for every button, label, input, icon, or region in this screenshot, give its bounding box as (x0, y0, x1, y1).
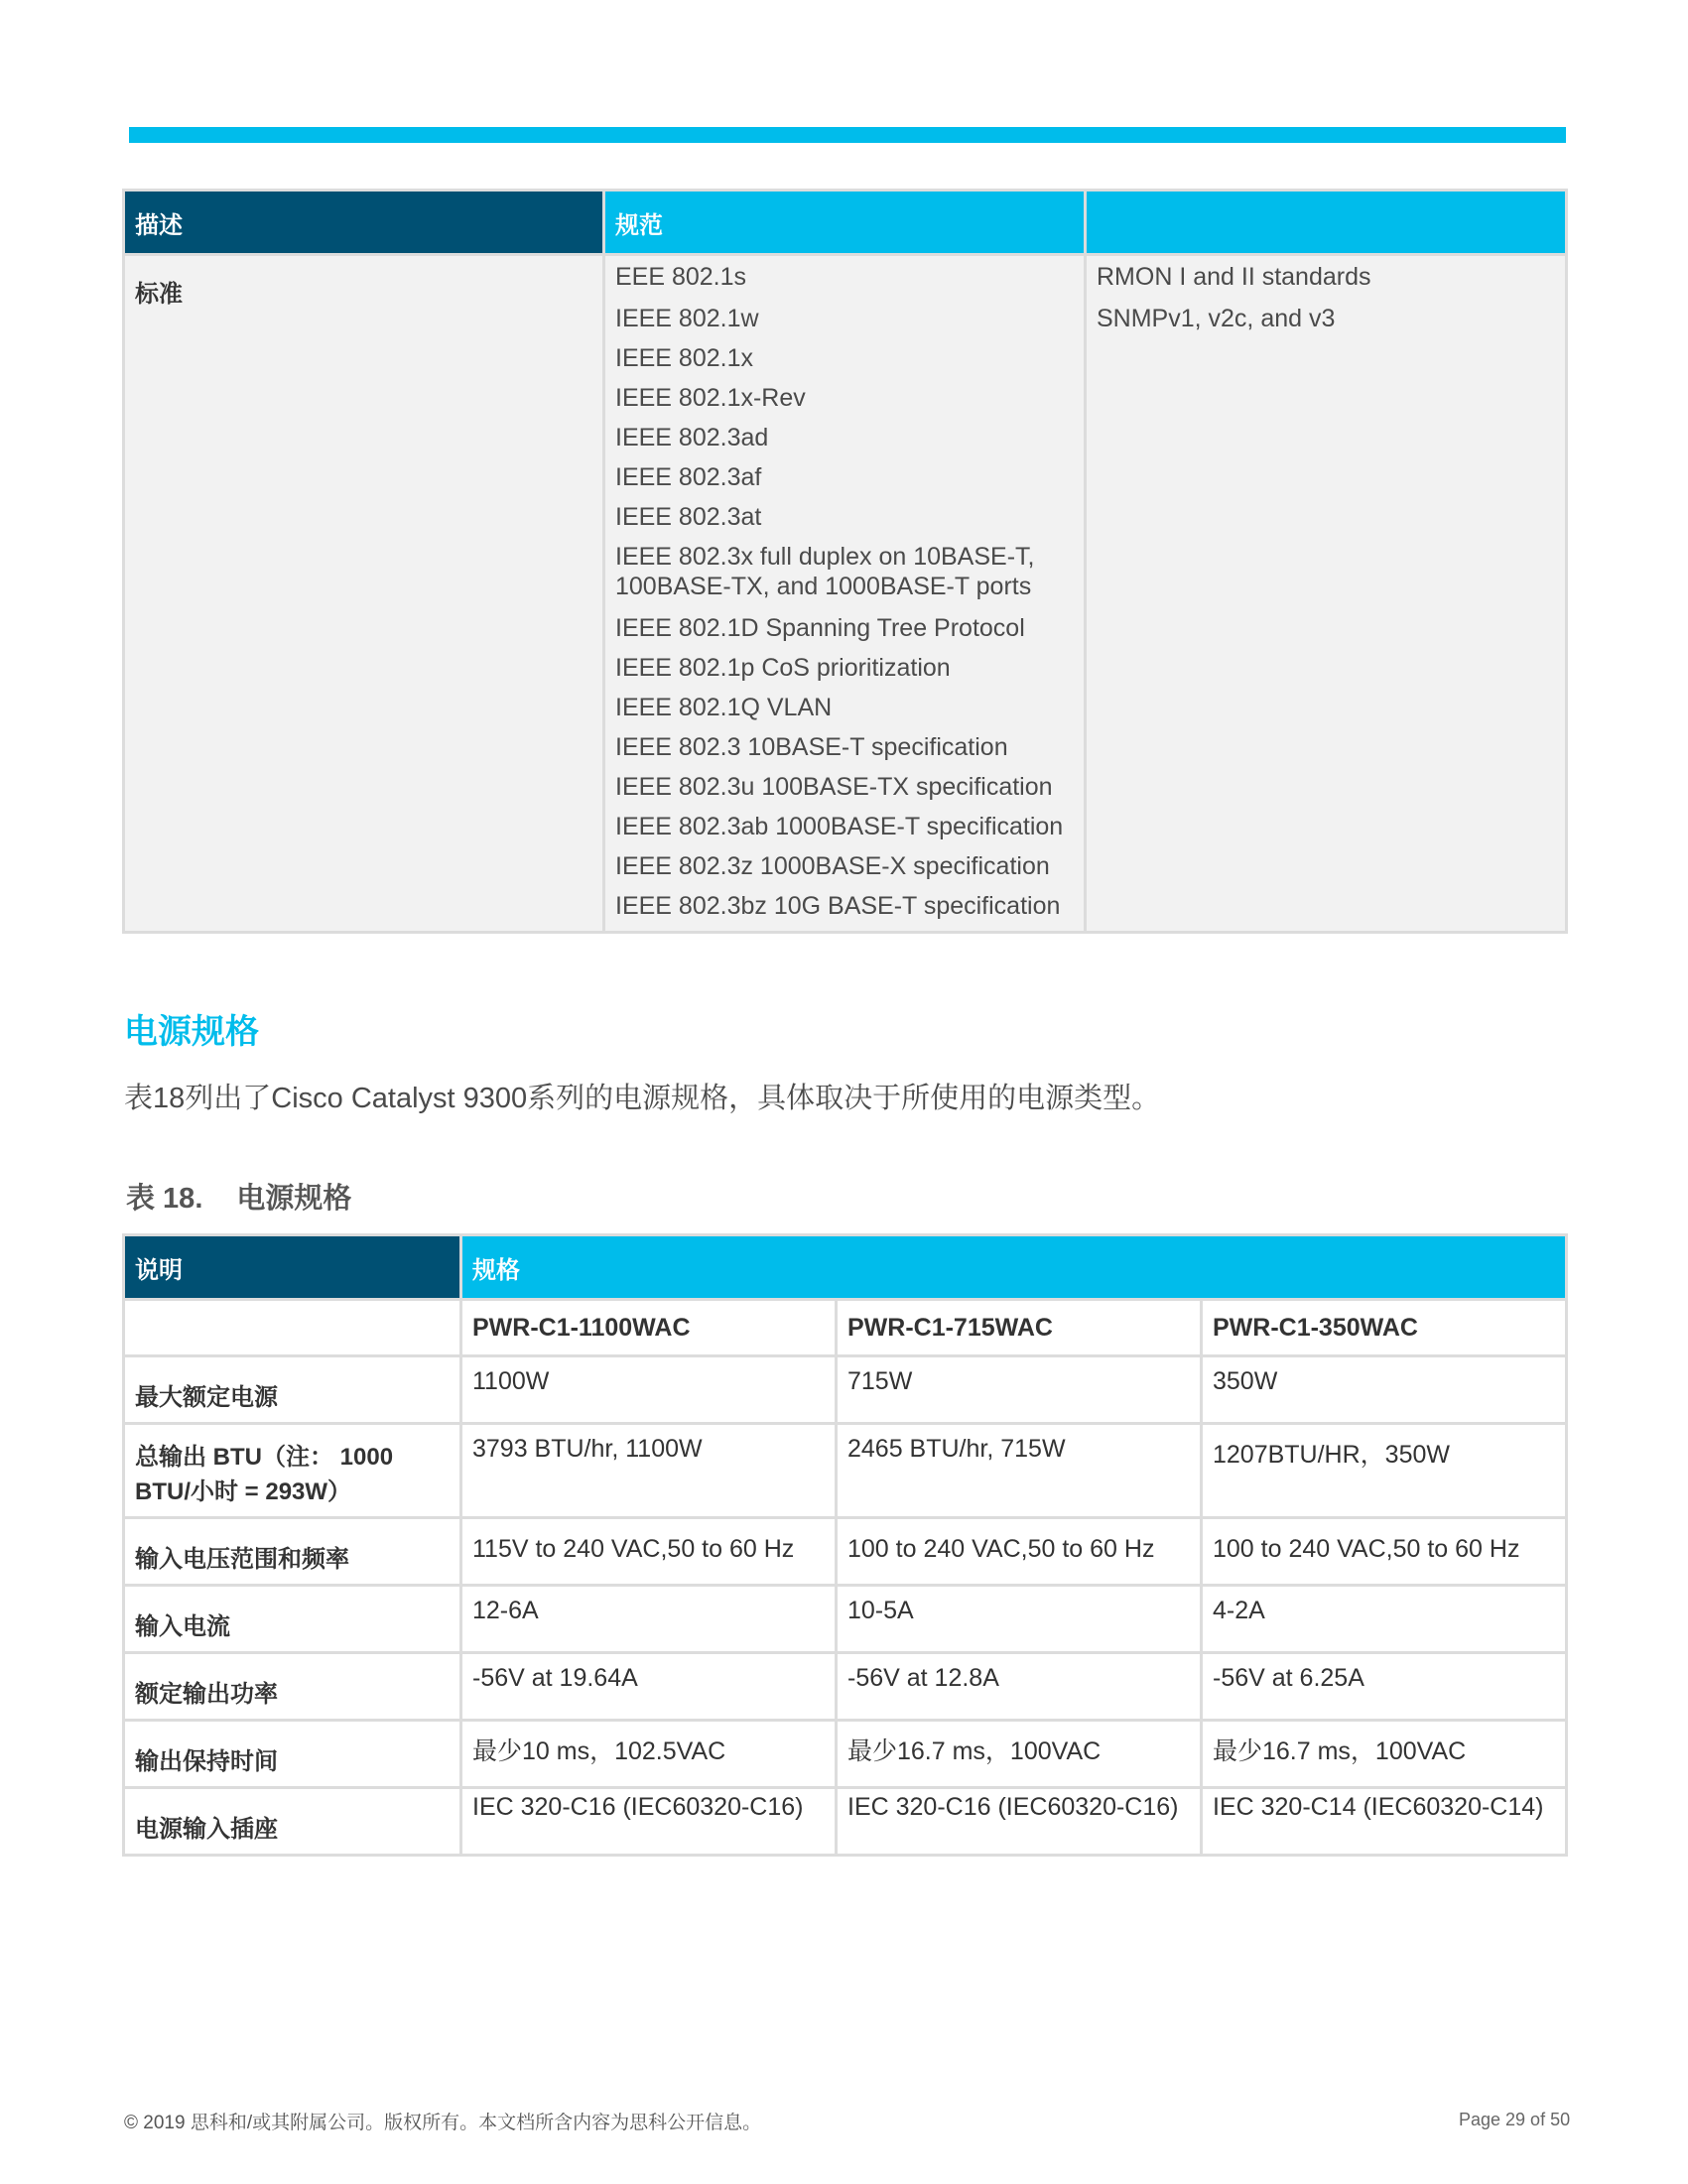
table-row (124, 1518, 1567, 1586)
table-cell: 4-2A (1202, 1586, 1567, 1653)
list-item: IEEE 802.1p CoS prioritization (615, 654, 951, 682)
table-cell: IEC 320-C16 (IEC60320-C16) (837, 1788, 1202, 1856)
section-heading: 电源规格 (124, 1013, 259, 1051)
row-label: 电源输入插座 (124, 1788, 461, 1856)
table-row (124, 1300, 1567, 1356)
model-name: PWR-C1-715WAC (837, 1300, 1202, 1356)
list-item: IEEE 802.1D Spanning Tree Protocol (615, 614, 1025, 642)
table-cell: 12-6A (461, 1586, 837, 1653)
list-item: IEEE 802.1x (615, 344, 753, 372)
table-caption-number: 表 18. (126, 1183, 203, 1215)
table-cell: IEC 320-C16 (IEC60320-C16) (461, 1788, 837, 1856)
header-blank (1086, 191, 1567, 255)
table-cell: 115V to 240 VAC,50 to 60 Hz (461, 1518, 837, 1586)
table-row (124, 255, 1567, 933)
row-label: 输入电压范围和频率 (124, 1518, 461, 1586)
list-item: IEEE 802.3bz 10G BASE-T specification (615, 892, 1061, 920)
footer-copyright: © 2019 思科和/或其附属公司。版权所有。本文档所含内容为思科公开信息。 (124, 2113, 762, 2133)
table-cell: 100 to 240 VAC,50 to 60 Hz (837, 1518, 1202, 1586)
list-item: IEEE 802.3ab 1000BASE-T specification (615, 813, 1064, 840)
table-row (124, 1788, 1567, 1856)
table-cell: -56V at 6.25A (1202, 1653, 1567, 1721)
list-item: SNMPv1, v2c, and v3 (1097, 305, 1336, 332)
header-description: 说明 (124, 1235, 461, 1300)
table-cell: 最少16.7 ms，100VAC (1202, 1721, 1567, 1788)
table-cell: -56V at 19.64A (461, 1653, 837, 1721)
table-row (124, 1424, 1567, 1518)
row-label: 输出保持时间 (124, 1721, 461, 1788)
row-label: 额定输出功率 (124, 1653, 461, 1721)
table-cell: 10-5A (837, 1586, 1202, 1653)
list-item: RMON I and II standards (1097, 263, 1371, 291)
header-description: 描述 (124, 191, 604, 255)
header-specification: 规格 (461, 1235, 1567, 1300)
list-item: IEEE 802.3af (615, 463, 762, 491)
standards-table (122, 189, 1568, 934)
table-cell: 350W (1202, 1356, 1567, 1424)
list-item: IEEE 802.1x-Rev (615, 384, 806, 412)
table-row (124, 1356, 1567, 1424)
table-row (124, 1586, 1567, 1653)
standards-list-snmp (1086, 255, 1567, 933)
model-name: PWR-C1-1100WAC (461, 1300, 837, 1356)
row-label: 最大额定电源 (124, 1356, 461, 1424)
list-item: IEEE 802.3z 1000BASE-X specification (615, 852, 1050, 880)
list-item: IEEE 802.3x full duplex on 10BASE-T, (615, 543, 1035, 571)
table-row (124, 1721, 1567, 1788)
table-cell: 最少10 ms，102.5VAC (461, 1721, 837, 1788)
table-cell: 1207BTU/HR，350W (1202, 1424, 1567, 1518)
model-row-blank (124, 1300, 461, 1356)
table-row (124, 1653, 1567, 1721)
list-item: IEEE 802.1w (615, 305, 759, 332)
table-caption-title: 电源规格 (236, 1183, 352, 1215)
footer-page-number: Page 29 of 50 (1459, 2110, 1571, 2129)
table-cell: 100 to 240 VAC,50 to 60 Hz (1202, 1518, 1567, 1586)
standards-table-header (124, 191, 1567, 255)
table-cell: 最少16.7 ms，100VAC (837, 1721, 1202, 1788)
row-label: 输入电流 (124, 1586, 461, 1653)
table-cell: 2465 BTU/hr, 715W (837, 1424, 1202, 1518)
model-name: PWR-C1-350WAC (1202, 1300, 1567, 1356)
table-cell: 715W (837, 1356, 1202, 1424)
row-label: 总输出 BTU（注： 1000 BTU/小时 = 293W） (124, 1424, 461, 1518)
table-cell: IEC 320-C14 (IEC60320-C14) (1202, 1788, 1567, 1856)
list-item: EEE 802.1s (615, 263, 747, 291)
table-caption (126, 1176, 351, 1217)
table-cell: 3793 BTU/hr, 1100W (461, 1424, 837, 1518)
table-cell: -56V at 12.8A (837, 1653, 1202, 1721)
list-item: IEEE 802.3at (615, 503, 762, 531)
list-item: IEEE 802.1Q VLAN (615, 694, 833, 721)
power-spec-table (122, 1233, 1568, 1857)
list-item: 100BASE-TX, and 1000BASE-T ports (615, 573, 1032, 600)
list-item: IEEE 802.3ad (615, 424, 769, 451)
list-item: IEEE 802.3 10BASE-T specification (615, 733, 1008, 761)
intro-paragraph: 表18列出了Cisco Catalyst 9300系列的电源规格，具体取决于所使用的电源类型。 (124, 1083, 1161, 1114)
list-item: IEEE 802.3u 100BASE-TX specification (615, 773, 1053, 801)
standards-list-ieee (604, 255, 1086, 933)
power-spec-table-header (124, 1235, 1567, 1300)
row-label-standards: 标准 (124, 255, 604, 933)
top-accent-bar (129, 127, 1566, 143)
header-specification: 规范 (604, 191, 1086, 255)
table-cell: 1100W (461, 1356, 837, 1424)
